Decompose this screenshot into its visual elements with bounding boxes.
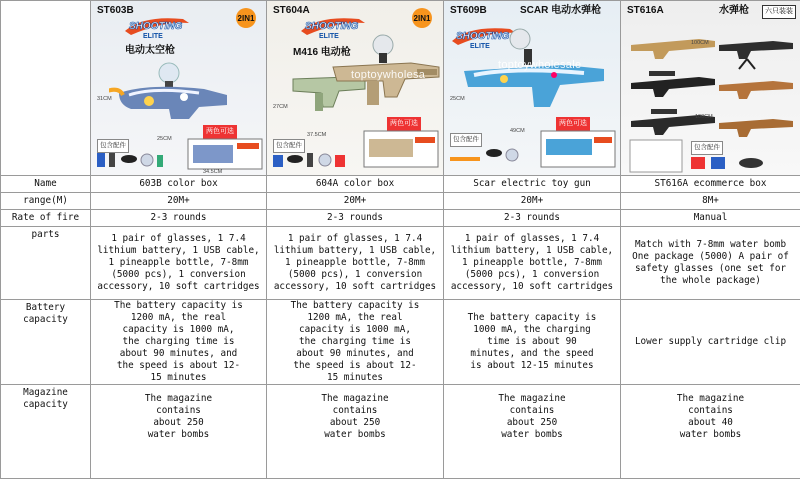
package-label: 包含配件 <box>691 141 723 155</box>
battery-text: The battery capacity is 1000 mA, the charging time is about 90 minutes, and the speed is about 12-15 minutes <box>444 312 620 372</box>
accessories-image <box>271 149 351 171</box>
cell-parts <box>267 227 444 300</box>
svg-text:ELITE: ELITE <box>143 33 163 39</box>
cell-range: 20M+ <box>267 193 444 210</box>
dimension-label: 37.5CM <box>307 129 326 141</box>
row-label: Rate of fire <box>1 210 91 227</box>
accessories-image <box>95 149 165 171</box>
magazine-text: The magazine contains about 250 water bombs <box>267 393 443 441</box>
svg-text:2IN1: 2IN1 <box>414 14 431 23</box>
dimension-label: 25CM <box>157 133 172 145</box>
product-image-row <box>1 1 800 176</box>
cell-rate: 2-3 rounds <box>91 210 267 227</box>
product-code: ST604A <box>273 5 310 17</box>
svg-text:SHOOTING: SHOOTING <box>305 21 359 32</box>
box-image <box>363 129 441 169</box>
cell-rate: Manual <box>621 210 800 227</box>
row-rate-of-fire <box>1 210 800 227</box>
cell-name: 604A color box <box>267 176 444 193</box>
dimension-label: 27CM <box>273 101 288 113</box>
battery-text: The battery capacity is 1200 mA, the real capacity is 1000 mA, the charging time is about 90 minutes, and the speed is about 12-15 minutes <box>91 300 266 384</box>
box-count-label: 六只装装 <box>762 5 796 19</box>
magazine-text: The magazine contains about 250 water bombs <box>444 393 620 441</box>
row-magazine-capacity <box>1 385 800 479</box>
cell-magazine <box>91 385 267 479</box>
parts-text: Match with 7-8mm water bomb One package (5000) A pair of safety glasses (one set for the whole package) <box>621 239 800 287</box>
product-title-cn: M416 电动枪 <box>293 47 351 59</box>
product-image-st616a <box>621 1 800 176</box>
2in1-badge <box>407 7 437 29</box>
parts-text: 1 pair of glasses, 1 7.4 lithium battery, 1 USB cable, 1 pineapple bottle, 7-8mm (5000 pcs), 1 conversion accessory, 10 soft cartridges <box>91 233 266 293</box>
scar-gun-image <box>464 27 614 127</box>
dimension-label: 49CM <box>510 125 525 137</box>
svg-text:ELITE: ELITE <box>319 33 339 39</box>
cell-magazine <box>267 385 444 479</box>
row-label: Name <box>1 176 91 193</box>
row-label: Magazine capacity <box>1 385 91 479</box>
svg-text:SHOOTING: SHOOTING <box>456 31 510 42</box>
cell-name: ST616A ecommerce box <box>621 176 800 193</box>
product-image-st603b <box>91 1 267 176</box>
cell-magazine <box>621 385 800 479</box>
product-code: ST616A <box>627 5 664 17</box>
svg-text:SHOOTING: SHOOTING <box>129 21 183 32</box>
cell-range: 20M+ <box>91 193 267 210</box>
magazine-text: The magazine contains about 40 water bombs <box>621 393 800 441</box>
box-image <box>629 139 683 173</box>
row-label: range(M) <box>1 193 91 210</box>
cell-parts <box>444 227 621 300</box>
row-range <box>1 193 800 210</box>
row-parts <box>1 227 800 300</box>
cell-range: 20M+ <box>444 193 621 210</box>
dimension-label: 34.5CM <box>203 166 222 175</box>
space-gun-image <box>109 61 239 131</box>
dimension-label: 25CM <box>450 93 465 105</box>
rifles-right-image <box>717 23 797 141</box>
svg-text:2IN1: 2IN1 <box>238 14 255 23</box>
battery-text: Lower supply cartridge clip <box>621 336 800 348</box>
dimension-label: 100CM <box>691 37 709 49</box>
dimension-label: 31CM <box>97 93 112 105</box>
row-label: parts <box>1 227 91 300</box>
dimension-label: 100CM <box>695 111 713 123</box>
cell-rate: 2-3 rounds <box>444 210 621 227</box>
two-colors-tag: 两色可选 <box>203 125 237 139</box>
package-label: 包含配件 <box>273 139 305 153</box>
watermark: toptoywholesa <box>351 69 425 81</box>
2in1-badge <box>231 7 261 29</box>
cell-name: Scar electric toy gun <box>444 176 621 193</box>
product-image-st609b <box>444 1 621 176</box>
cell-magazine <box>444 385 621 479</box>
cell-parts <box>91 227 267 300</box>
cell-parts <box>621 227 800 300</box>
cell-name: 603B color box <box>91 176 267 193</box>
watermark: toptoywholesale <box>498 59 581 71</box>
cell-battery <box>444 300 621 385</box>
product-code: ST603B <box>97 5 134 17</box>
product-title-cn: 电动太空枪 <box>125 45 175 57</box>
box-image <box>540 129 618 169</box>
cell-battery <box>267 300 444 385</box>
row-name <box>1 176 800 193</box>
cell-battery <box>91 300 267 385</box>
empty-corner-cell <box>1 1 91 176</box>
cell-range: 8M+ <box>621 193 800 210</box>
package-label: 包含配件 <box>97 139 129 153</box>
parts-text: 1 pair of glasses, 1 7.4 lithium battery, 1 USB cable, 1 pineapple bottle, 7-8mm (5000 pcs), 1 conversion accessory, 10 soft cartridges <box>444 233 620 293</box>
product-image-st604a <box>267 1 444 176</box>
magazine-text: The magazine contains about 250 water bombs <box>91 393 266 441</box>
parts-text: 1 pair of glasses, 1 7.4 lithium battery, 1 USB cable, 1 pineapple bottle, 7-8mm (5000 pcs), 1 conversion accessory, 10 soft cartridges <box>267 233 443 293</box>
svg-text:ELITE: ELITE <box>470 43 490 49</box>
shooting-elite-logo <box>123 13 193 39</box>
battery-text: The battery capacity is 1200 mA, the real capacity is 1000 mA, the charging time is about 90 minutes, and the speed is about 12-15 minutes <box>267 300 443 384</box>
cell-battery <box>621 300 800 385</box>
product-title-cn: SCAR 电动水弹枪 <box>520 5 601 17</box>
accessories-image <box>448 143 522 171</box>
row-battery-capacity <box>1 300 800 385</box>
product-code: ST609B <box>450 5 487 17</box>
box-image <box>187 137 265 171</box>
accessories-image <box>689 153 789 173</box>
two-colors-tag: 两色可选 <box>556 117 590 131</box>
package-label: 包含配件 <box>450 133 482 147</box>
two-colors-tag: 两色可选 <box>387 117 421 131</box>
cell-rate: 2-3 rounds <box>267 210 444 227</box>
row-label: Battery capacity <box>1 300 91 385</box>
product-title-cn: 水弹枪 <box>719 5 749 17</box>
